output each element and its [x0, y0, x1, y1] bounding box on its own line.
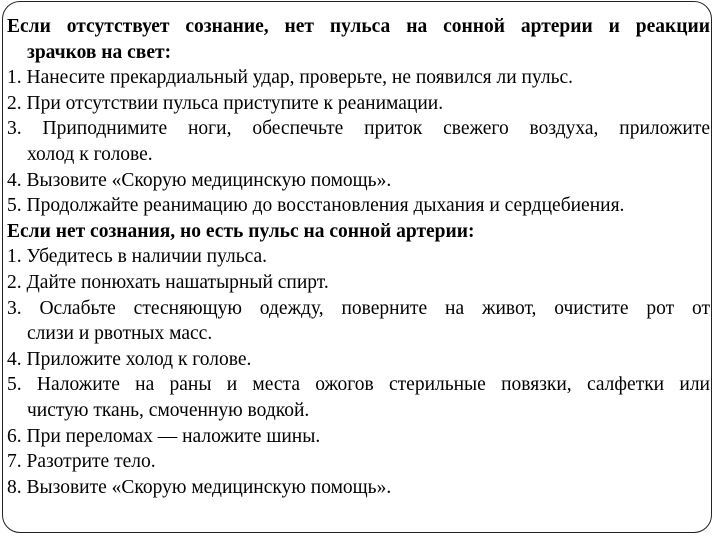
section1-item-2: 2. При отсутствии пульса приступите к реанимации.: [7, 92, 444, 114]
section2-item-8: 8. Вызовите «Скорую медицинскую помощь».: [7, 476, 392, 498]
section1-heading-line1: Если отсутствует сознание, нет пульса на сонной артерии и реакции: [7, 16, 710, 37]
section1-item-5: 5. Продолжайте реанимацию до восстановления дыхания и сердцебиения.: [7, 195, 625, 217]
section1-item-4: 4. Вызовите «Скорую медицинскую помощь».: [7, 169, 392, 191]
section2-item-7: 7. Разотрите тело.: [7, 451, 156, 473]
section2-item-3: 3. Ослабьте стесняющую одежду, поверните на живот, очистите рот от: [7, 297, 710, 319]
section2-heading: Если нет сознания, но есть пульс на сонной артерии:: [7, 220, 475, 242]
section2-item-6: 6. При переломах — наложите шины.: [7, 425, 321, 447]
section2-item-1: 1. Убедитесь в наличии пульса.: [7, 246, 268, 268]
section2-item-2: 2. Дайте понюхать нашатырный спирт.: [7, 271, 329, 293]
section1-item-3-cont: холод к голове.: [27, 143, 153, 165]
section2-item-5: 5. Наложите на раны и места ожогов стерильные повязки, салфетки или: [7, 374, 710, 396]
section1-heading-line2: зрачков на свет:: [27, 41, 172, 63]
section2-item-3-cont: слизи и рвотных масс.: [27, 323, 213, 345]
section2-item-4: 4. Приложите холод к голове.: [7, 348, 252, 370]
section2-item-5-cont: чистую ткань, смоченную водкой.: [27, 399, 310, 421]
section1-item-3: 3. Приподнимите ноги, обеспечьте приток свежего воздуха, приложите: [7, 118, 710, 140]
instructions-text: [7, 14, 710, 500]
section1-item-1: 1. Нанесите прекардиальный удар, проверьте, не появился ли пульс.: [7, 67, 574, 89]
